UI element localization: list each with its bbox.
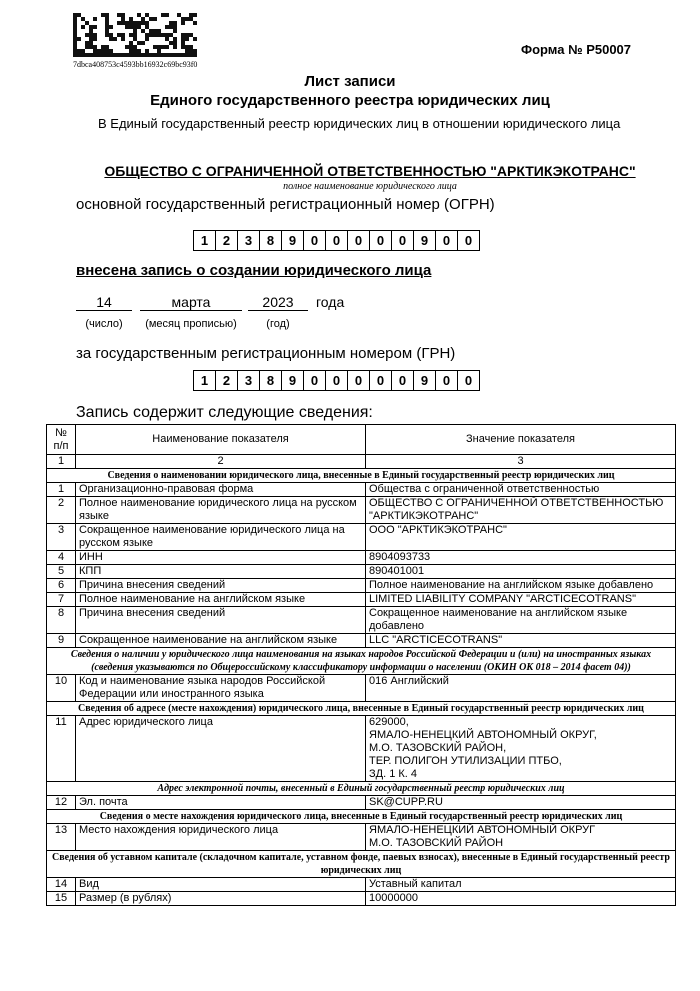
row-name: Вид: [76, 878, 366, 892]
grn-digit: 0: [325, 370, 348, 391]
row-number: 9: [47, 634, 76, 648]
grn-digit: 9: [413, 370, 436, 391]
table-row: [47, 524, 676, 551]
row-number: 14: [47, 878, 76, 892]
row-value: 016 Английский: [366, 675, 676, 702]
row-value: ООО "АРКТИКЭКОТРАНС": [366, 524, 676, 551]
table-row: [47, 716, 676, 782]
row-number: 13: [47, 824, 76, 851]
record-year: 2023: [248, 294, 308, 311]
grn-digit: 0: [391, 370, 414, 391]
row-value: Общества с ограниченной ответственностью: [366, 483, 676, 497]
row-name: Сокращенное наименование на английском языке: [76, 634, 366, 648]
company-name-hint: полное наименование юридического лица: [283, 181, 457, 192]
grn-digit: 8: [259, 370, 282, 391]
section-title: Сведения о наличии у юридического лица наименования на языках народов Российской Федерации и (или) на иностранных языках (сведения указываются по Общероссийскому классификатору информации о населении (ОКИН ОК 018 – 2014 фасет 04)): [47, 648, 676, 675]
ogrn-digit: 9: [413, 230, 436, 251]
row-number: 10: [47, 675, 76, 702]
grn-digit: 3: [237, 370, 260, 391]
day-label: (число): [85, 318, 123, 330]
table-index-row: [47, 455, 676, 469]
col-index: 3: [366, 455, 676, 469]
table-row: [47, 579, 676, 593]
grn-digit: 1: [193, 370, 216, 391]
row-value: ЯМАЛО-НЕНЕЦКИЙ АВТОНОМНЫЙ ОКРУГ М.О. ТАЗОВСКИЙ РАЙОН: [366, 824, 676, 851]
section-title: Сведения о наименовании юридического лица, внесенные в Единый государственный реестр юридических лиц: [47, 469, 676, 483]
row-name: Сокращенное наименование юридического лица на русском языке: [76, 524, 366, 551]
ogrn-digit: 0: [347, 230, 370, 251]
col-index: 1: [47, 455, 76, 469]
row-name: Полное наименование юридического лица на русском языке: [76, 497, 366, 524]
record-day: 14: [76, 294, 132, 311]
ogrn-label: основной государственный регистрационный номер (ОГРН): [76, 196, 495, 213]
record-year-word: года: [316, 294, 345, 310]
row-name: Место нахождения юридического лица: [76, 824, 366, 851]
ogrn-digits: [193, 230, 480, 251]
section-title: Сведения об адресе (месте нахождения) юридического лица, внесенные в Единый государственный реестр юридических лиц: [47, 702, 676, 716]
row-number: 8: [47, 607, 76, 634]
grn-label: за государственным регистрационным номером (ГРН): [76, 345, 456, 362]
grn-digit: 0: [369, 370, 392, 391]
row-value: LIMITED LIABILITY COMPANY "ARCTICECOTRANS": [366, 593, 676, 607]
row-number: 12: [47, 796, 76, 810]
contains-label: Запись содержит следующие сведения:: [76, 404, 373, 421]
section-row: [47, 810, 676, 824]
row-name: Эл. почта: [76, 796, 366, 810]
table-row: [47, 824, 676, 851]
ogrn-digit: 9: [281, 230, 304, 251]
ogrn-digit: 0: [303, 230, 326, 251]
col-index: 2: [76, 455, 366, 469]
ogrn-digit: 1: [193, 230, 216, 251]
row-number: 3: [47, 524, 76, 551]
ogrn-digit: 0: [457, 230, 480, 251]
row-name: Адрес юридического лица: [76, 716, 366, 782]
form-number: Форма № Р50007: [521, 42, 632, 57]
row-value: Полное наименование на английском языке добавлено: [366, 579, 676, 593]
row-name: Причина внесения сведений: [76, 579, 366, 593]
row-number: 7: [47, 593, 76, 607]
section-title: Сведения о месте нахождения юридического лица, внесенные в Единый государственный реестр юридических лиц: [47, 810, 676, 824]
row-value: 890401001: [366, 565, 676, 579]
table-row: [47, 878, 676, 892]
row-name: Причина внесения сведений: [76, 607, 366, 634]
intro-text: В Единый государственный реестр юридических лиц в отношении юридического лица: [98, 116, 621, 131]
row-value: ОБЩЕСТВО С ОГРАНИЧЕННОЙ ОТВЕТСТВЕННОСТЬЮ "АРКТИКЭКОТРАНС": [366, 497, 676, 524]
section-row: [47, 648, 676, 675]
ogrn-digit: 8: [259, 230, 282, 251]
grn-digit: 0: [435, 370, 458, 391]
col-name-header: Наименование показателя: [76, 425, 366, 455]
table-row: [47, 892, 676, 906]
section-row: [47, 782, 676, 796]
row-number: 1: [47, 483, 76, 497]
record-title: внесена запись о создании юридического лица: [76, 262, 432, 279]
table-header-row: [47, 425, 676, 455]
section-row: [47, 702, 676, 716]
page-subtitle: Единого государственного реестра юридических лиц: [150, 92, 550, 109]
row-number: 15: [47, 892, 76, 906]
grn-digit: 2: [215, 370, 238, 391]
barcode: [73, 12, 197, 58]
table-row: [47, 634, 676, 648]
row-number: 5: [47, 565, 76, 579]
grn-digits: [193, 370, 480, 391]
row-number: 6: [47, 579, 76, 593]
month-label: (месяц прописью): [145, 318, 237, 330]
row-number: 4: [47, 551, 76, 565]
row-value: 10000000: [366, 892, 676, 906]
ogrn-digit: 2: [215, 230, 238, 251]
row-name: Организационно-правовая форма: [76, 483, 366, 497]
grn-digit: 0: [347, 370, 370, 391]
row-name: Код и наименование языка народов Российской Федерации или иностранного языка: [76, 675, 366, 702]
table-row: [47, 497, 676, 524]
table-row: [47, 593, 676, 607]
row-value: 629000, ЯМАЛО-НЕНЕЦКИЙ АВТОНОМНЫЙ ОКРУГ, М.О. ТАЗОВСКИЙ РАЙОН, ТЕР. ПОЛИГОН УТИЛИЗАЦИИ ПТБО, ЗД. 1 К. 4: [366, 716, 676, 782]
ogrn-digit: 3: [237, 230, 260, 251]
document-hash: 7dbca408753c4593bb16932c69bc93f0: [73, 60, 198, 69]
row-number: 11: [47, 716, 76, 782]
row-name: Полное наименование на английском языке: [76, 593, 366, 607]
ogrn-digit: 0: [391, 230, 414, 251]
row-name: Размер (в рублях): [76, 892, 366, 906]
col-num-header: № п/п: [47, 425, 76, 455]
year-label: (год): [266, 318, 290, 330]
ogrn-digit: 0: [369, 230, 392, 251]
row-value: 8904093733: [366, 551, 676, 565]
grn-digit: 0: [457, 370, 480, 391]
record-month: марта: [140, 294, 242, 311]
grn-digit: 0: [303, 370, 326, 391]
table-row: [47, 483, 676, 497]
row-value: LLC "ARCTICECOTRANS": [366, 634, 676, 648]
row-number: 2: [47, 497, 76, 524]
table-row: [47, 551, 676, 565]
ogrn-digit: 0: [435, 230, 458, 251]
table-row: [47, 607, 676, 634]
section-row: [47, 469, 676, 483]
col-value-header: Значение показателя: [366, 425, 676, 455]
table-row: [47, 796, 676, 810]
table-row: [47, 675, 676, 702]
row-value: Уставный капитал: [366, 878, 676, 892]
section-title: Сведения об уставном капитале (складочном капитале, уставном фонде, паевых взносах), внесенные в Единый государственный реестр юридических лиц: [47, 851, 676, 878]
records-table: [46, 424, 676, 906]
row-value: SK@CUPP.RU: [366, 796, 676, 810]
table-row: [47, 565, 676, 579]
section-title: Адрес электронной почты, внесенный в Единый государственный реестр юридических лиц: [47, 782, 676, 796]
row-name: КПП: [76, 565, 366, 579]
row-name: ИНН: [76, 551, 366, 565]
company-full-name: ОБЩЕСТВО С ОГРАНИЧЕННОЙ ОТВЕТСТВЕННОСТЬЮ "АРКТИКЭКОТРАНС": [104, 163, 636, 179]
ogrn-digit: 0: [325, 230, 348, 251]
section-row: [47, 851, 676, 878]
grn-digit: 9: [281, 370, 304, 391]
row-value: Сокращенное наименование на английском языке добавлено: [366, 607, 676, 634]
page-title: Лист записи: [304, 73, 396, 90]
